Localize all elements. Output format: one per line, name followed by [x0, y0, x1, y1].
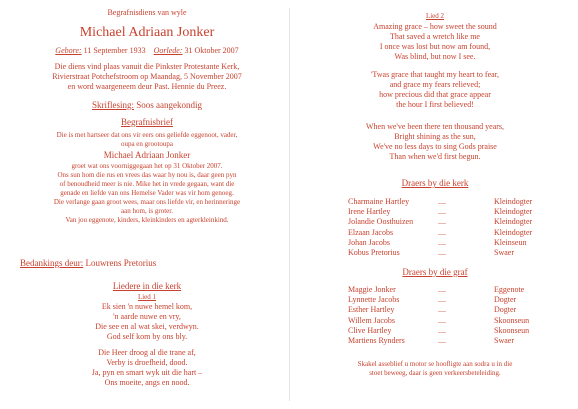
bearer-row	[348, 197, 532, 207]
died-label: Oorlede:	[153, 46, 183, 55]
letter-line: Van jou eggenote, kinders, kleinkinders en agterkleinkind.	[65, 216, 229, 224]
bearer-row	[348, 248, 532, 258]
bearer-dots: ....	[438, 207, 446, 217]
bearer-name: Lynnette Jacobs	[348, 295, 400, 305]
hymn2-verse-1	[300, 22, 570, 62]
letter-line: groet wat ons voorniggegaan het op 31 Oktober 2007.	[71, 162, 223, 170]
hymn-line: and grace my fears relieved;	[389, 80, 481, 89]
hymn-line: When we've been there ten thousand years,	[365, 122, 505, 131]
bearer-relation: Skoonseun	[494, 315, 530, 325]
bearer-name: Kobus Pretorius	[348, 248, 400, 258]
hymn-line: Bright shining as the sun,	[394, 132, 476, 141]
hymn-line: Ek sien 'n nuwe hemel kom,	[101, 302, 193, 311]
bearer-relation: Kleindogter	[494, 217, 533, 227]
hymn-line: Verby is droefheid, dood.	[106, 358, 188, 367]
bearer-relation: Eggenote	[494, 285, 525, 294]
hymn-line: Ja, pyn en smart wyk uit die hart –	[91, 368, 203, 377]
hymn-line: Die Heer droog al die trane af,	[98, 348, 196, 357]
service-details	[12, 62, 282, 92]
hymn-line: I once was lost but now am found,	[379, 42, 491, 51]
bearer-name: Esther Hartley	[348, 305, 395, 315]
born-date: 11 September 1933	[81, 46, 146, 55]
bearer-row	[348, 285, 529, 295]
bearer-dots: ....	[438, 248, 446, 258]
dates-line	[12, 46, 282, 56]
service-line: Die diens vind plaas vanuit die Pinkster Protestante Kerk,	[54, 62, 240, 71]
bearer-relation: Skoonseun	[494, 325, 530, 335]
bearer-name: Elzaan Jacobs	[348, 227, 394, 237]
letter-line: Ons sun hom die rus en vrees das waar hy nou is, daar geen pyn	[57, 171, 237, 179]
bearer-dots: ....	[438, 305, 446, 315]
deceased-name: Michael Adriaan Jonker	[79, 25, 215, 40]
bearer-dots: ....	[438, 315, 446, 325]
bearer-relation: Swaer	[494, 248, 514, 258]
bearer-row	[348, 326, 529, 336]
fold-line	[289, 8, 290, 401]
letter-title: Begrafnisbrief	[121, 117, 173, 127]
hymn2-label: Lied 2	[425, 12, 445, 20]
bearers-grave-table	[348, 285, 529, 346]
hymn-line: Ons moeite, angs en nood.	[104, 378, 190, 387]
bearer-relation: Swaer	[494, 336, 514, 346]
scripture-text: Soos aangekondig	[134, 100, 202, 110]
letter-name: Michael Adriaan Jonker	[103, 150, 191, 160]
hymns-title: Liedere in die kerk	[112, 281, 182, 291]
bearer-name: Johan Jacobs	[348, 237, 390, 247]
bearer-dots: ....	[438, 197, 446, 206]
hymn-line: God self kom by ons bly.	[106, 332, 188, 341]
hymn-line: Was blind, but now I see.	[394, 52, 476, 61]
bearer-name: Maggie Jonker	[348, 285, 396, 294]
hymn-line: the hour I first believed!	[396, 100, 474, 109]
bearer-dots: ....	[438, 217, 446, 227]
letter-line: of benoudheid meer is nie. Mike het in vrede gegaan, want die	[59, 180, 235, 188]
letter-line: Die verlange gaan groot wees, maar ons liefde vir, en herinneringe	[53, 198, 241, 206]
letter-line: Die is met hartseer dat ons vir eers ons geliefde eggenoot, vader,	[56, 131, 238, 139]
hymn-line: 'Twas grace that taught my heart to fear,	[370, 70, 500, 79]
hymn1-verse-2	[12, 348, 282, 388]
hymn-line: 'n aarde nuwe en vry,	[113, 312, 181, 321]
hymn-line: Amazing grace – how sweet the sound	[373, 22, 497, 31]
hymn1-verse-1	[12, 302, 282, 342]
bearer-relation: Kleindogter	[494, 227, 533, 237]
bearer-name: Willem Jacobs	[348, 315, 395, 325]
bearer-name: Irene Hartley	[348, 207, 391, 217]
bearer-row	[348, 295, 529, 305]
thanks-label: Bedankings deur:	[20, 258, 84, 268]
service-line: Rivierstraat Potchefstroom op Maandag, 5 November 2007	[52, 72, 242, 81]
bearers-church-table	[348, 197, 532, 258]
bearer-dots: ....	[438, 237, 446, 247]
bearer-relation: Dogter	[494, 295, 517, 305]
hymn-line: We've no less days to sing Gods praise	[373, 142, 497, 151]
letter-line: genade en liefde van ons Hemelse Vader was vir hom genoeg.	[60, 189, 234, 197]
service-line: en word waargeneem deur Past. Hennie du Preez.	[67, 82, 227, 91]
letter-line: oupa en grootoupa	[120, 140, 174, 148]
bearers-church-title: Draers by die kerk	[401, 178, 469, 188]
bearer-dots: ....	[438, 285, 446, 294]
thanks-name: Louwrens Pretorius	[83, 258, 157, 268]
thanks-line	[20, 258, 290, 269]
closing-line: Skakel asseblief u motor se hoofligte aan sodra u in die	[357, 360, 513, 368]
hymn-line: That saved a wretch like me	[390, 32, 480, 41]
intro-text: Begrafnisdiens van wyle	[107, 8, 187, 17]
bearer-name: Martiens Rynders	[348, 336, 405, 346]
bearers-grave-title: Draers by die graf	[402, 267, 468, 277]
hymn2-verse-2	[300, 70, 570, 110]
bearer-dots: ....	[438, 295, 446, 305]
bearer-row	[348, 207, 532, 217]
bearer-relation: Dogter	[494, 305, 517, 315]
scripture-line	[12, 100, 282, 111]
closing-line: stoet beweeg, daar is geen verkeersbeteleiding.	[369, 369, 501, 377]
bearer-relation: Kleindogter	[494, 207, 533, 217]
bearer-row	[348, 316, 529, 326]
letter-body-b	[12, 162, 282, 225]
bearer-dots: ....	[438, 336, 446, 346]
closing-note	[300, 360, 570, 378]
hymn1-label: Lied 1	[137, 293, 157, 301]
bearer-dots: ....	[438, 325, 446, 335]
bearer-relation: Kleindogter	[494, 197, 533, 206]
letter-body-a	[12, 131, 282, 149]
bearer-name: Clive Hartley	[348, 325, 392, 335]
hymn-line: Than when we'd first begun.	[389, 152, 481, 161]
bearer-relation: Kleinseun	[494, 237, 527, 247]
bearer-name: Charmaine Hartley	[348, 197, 410, 206]
letter-line: aan hom, is groter.	[121, 207, 173, 215]
bearer-row	[348, 336, 529, 346]
bearer-row	[348, 217, 532, 227]
bearer-dots: ....	[438, 227, 446, 237]
bearer-name: Jolandie Oosthuizen	[348, 217, 414, 227]
bearer-row	[348, 228, 532, 238]
bearer-row	[348, 305, 529, 315]
scripture-label: Skriflesing:	[92, 100, 134, 110]
bearer-row	[348, 238, 532, 248]
hymn-line: Die see en al wat skei, verdwyn.	[95, 322, 199, 331]
died-date: 31 Oktober 2007	[182, 46, 239, 55]
hymn-line: how precious did that grace appear	[379, 90, 491, 99]
hymn2-verse-3	[300, 122, 570, 162]
born-label: Gebore:	[55, 46, 82, 55]
